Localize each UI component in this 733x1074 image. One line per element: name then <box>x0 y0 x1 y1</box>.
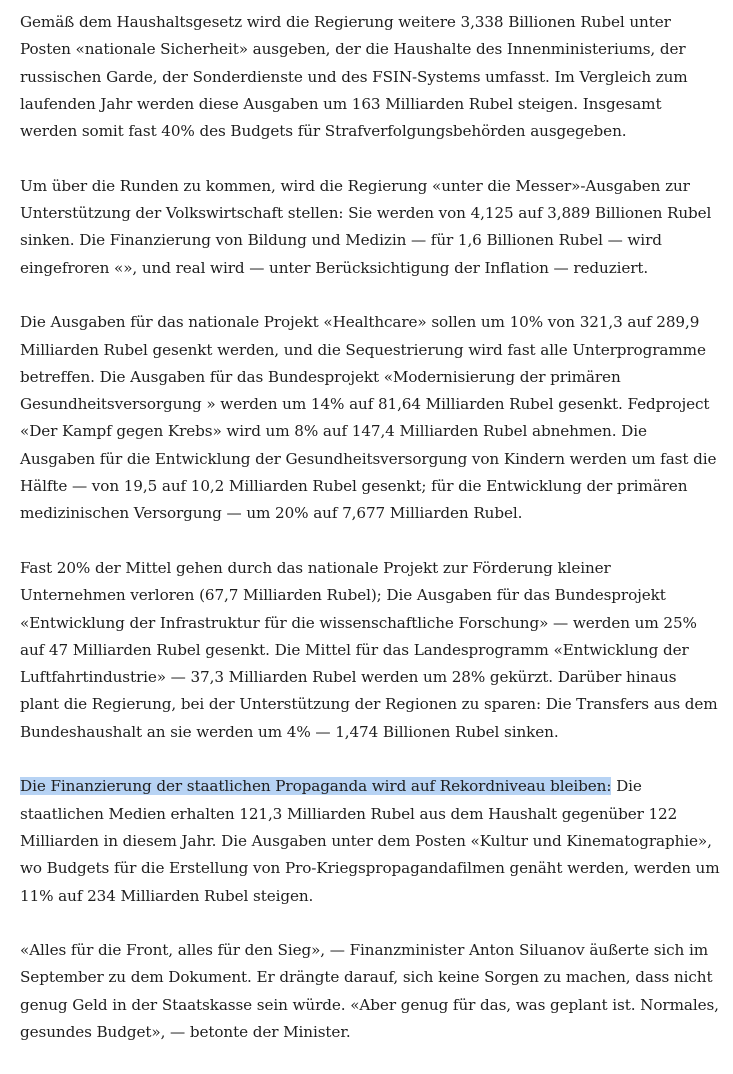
selected-text-highlight[interactable]: Die Finanzierung der staatlichen Propaganda wird auf Rekordniveau bleiben: <box>20 777 612 796</box>
article-body <box>20 9 720 1074</box>
paragraph-propaganda-body: Die staatlichen Medien erhalten 121,3 Milliarden Rubel aus dem Haushalt gegenüber 122 Milliarden in diesem Jahr. Die Ausgaben unter dem Posten «Kultur und Kinematographie», wo Budgets für die Erstellung von Pro-Kriegspropagandafilmen genäht werden, werden um 11% auf 234 Milliarden Rubel steigen. <box>20 777 720 905</box>
paragraph-minister-quote: «Alles für die Front, alles für den Sieg», — Finanzminister Anton Siluanov äußerte sich im September zu dem Dokument. Er drängte darauf, sich keine Sorgen zu machen, dass nicht genug Geld in der Staatskasse sein würde. «Aber genug für das, was geplant ist. Normales, gesundes Budget», — betonte der Minister. <box>20 941 719 1041</box>
paragraph-propaganda-funding <box>20 773 720 909</box>
paragraph-business-science-cuts: Fast 20% der Mittel gehen durch das nationale Projekt zur Förderung kleiner Unternehmen verloren (67,7 Milliarden Rubel); Die Ausgaben für das Bundesprojekt «Entwicklung der Infrastruktur für die wissenschaftliche Forschung» — werden um 25% auf 47 Milliarden Rubel gesenkt. Die Mittel für das Landesprogramm «Entwicklung der Luftfahrtindustrie» — 37,3 Milliarden Rubel werden um 28% gekürzt. Darüber hinaus plant die Regierung, bei der Unterstützung der Regionen zu sparen: Die Transfers aus dem Bundeshaushalt an sie werden um 4% — 1,474 Billionen Rubel sinken. <box>20 558 718 741</box>
paragraph-security-budget: Gemäß dem Haushaltsgesetz wird die Regierung weitere 3,338 Billionen Rubel unter Posten «nationale Sicherheit» ausgeben, der die Haushalte des Innenministeriums, der russischen Garde, der Sonderdienste und des FSIN-Systems umfasst. Im Vergleich zum laufenden Jahr werden diese Ausgaben um 163 Milliarden Rubel steigen. Insgesamt werden somit fast 40% des Budgets für Strafverfolgungsbehörden ausgegeben. <box>20 13 688 141</box>
paragraph-economy-cuts: Um über die Runden zu kommen, wird die Regierung «unter die Messer»-Ausgaben zur Unterstützung der Volkswirtschaft stellen: Sie werden von 4,125 auf 3,889 Billionen Rubel sinken. Die Finanzierung von Bildung und Medizin — für 1,6 Billionen Rubel — wird eingefroren «», und real wird — unter Berücksichtigung der Inflation — reduziert. <box>20 176 712 277</box>
paragraph-healthcare-cuts: Die Ausgaben für das nationale Projekt «Healthcare» sollen um 10% von 321,3 auf 289,9 Milliarden Rubel gesenkt werden, und die Sequestrierung wird fast alle Unterprogramme betreffen. Die Ausgaben für das Bundesprojekt «Modernisierung der primären Gesundheitsversorgung » werden um 14% auf 81,64 Milliarden Rubel gesenkt. Fedproject «Der Kampf gegen Krebs» wird um 8% auf 147,4 Milliarden Rubel abnehmen. Die Ausgaben für die Entwicklung der Gesundheitsversorgung von Kindern werden um fast die Hälfte — von 19,5 auf 10,2 Milliarden Rubel gesenkt; für die Entwicklung der primären medizinischen Versorgung — um 20% auf 7,677 Milliarden Rubel. <box>20 313 717 523</box>
